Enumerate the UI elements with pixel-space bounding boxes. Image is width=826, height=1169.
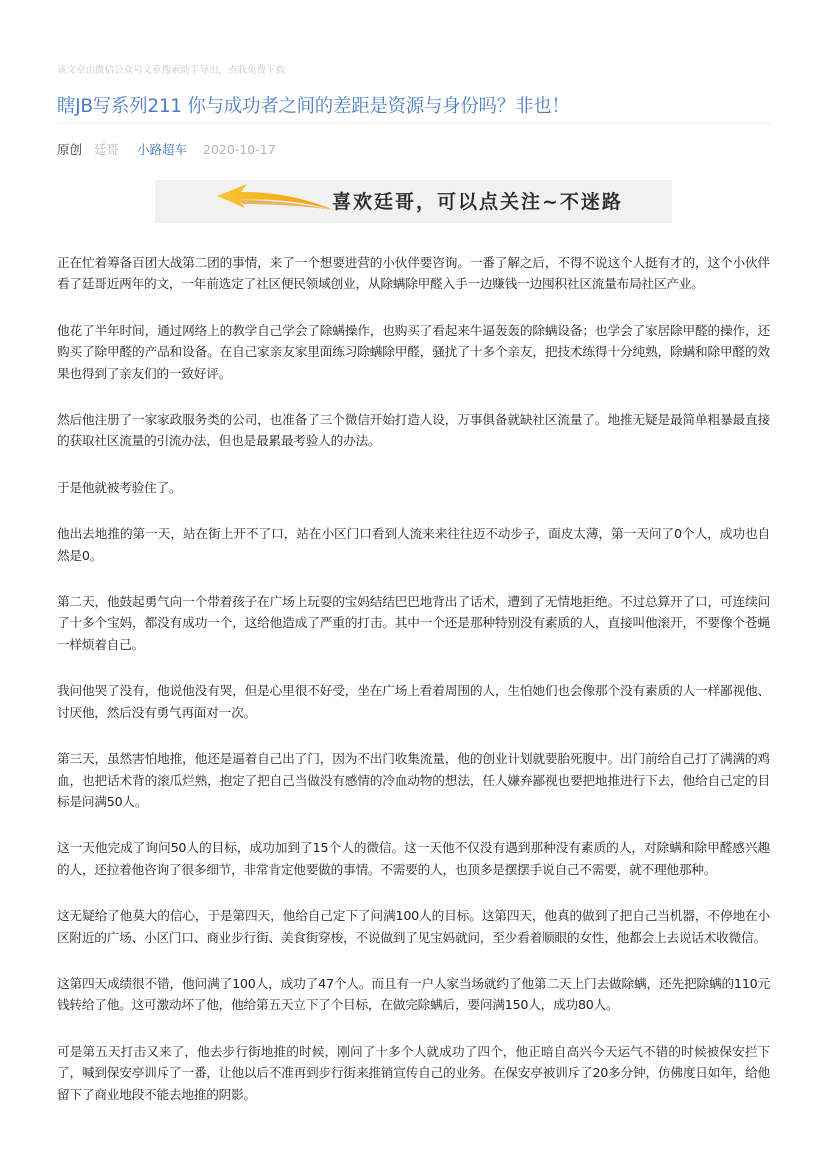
body-paragraph: 他出去地推的第一天，站在街上开不了口，站在小区门口看到人流来来往往迈不动步子，面皮太薄，第一天问了0个人，成功也自然是0。 (57, 526, 770, 563)
body-paragraph: 正在忙着筹备百团大战第二团的事情，来了一个想要进营的小伙伴要咨询。一番了解之后，不得不说这个人挺有才的，这个小伙伴看了廷哥近两年的文，一年前选定了社区便民领域创业，从除螨除甲醛入手一边赚钱一边囤积社区流量布局社区产业。 (57, 255, 770, 292)
publish-date: 2020-10-17 (203, 142, 276, 157)
article-title: 瞎JB写系列211 你与成功者之间的差距是资源与身份吗？非也！ (57, 96, 570, 117)
export-notice-link[interactable]: 该文章由微信公众号文章搜索助手导出，点我免费下载 (57, 65, 286, 76)
body-paragraph: 第二天，他鼓起勇气向一个带着孩子在广场上玩耍的宝妈结结巴巴地背出了话术，遭到了无情地拒绝。不过总算开了口，可连续问了十多个宝妈，都没有成功一个，这给他造成了严重的打击。其中一个还是那种特别没有素质的人，直接叫他滚开，不要像个苍蝇一样烦着自己。 (57, 594, 770, 652)
body-paragraph: 我问他哭了没有，他说他没有哭，但是心里很不好受，坐在广场上看着周围的人，生怕她们也会像那个没有素质的人一样鄙视他、讨厌他，然后没有勇气再面对一次。 (57, 683, 770, 720)
body-paragraph: 这无疑给了他莫大的信心，于是第四天，他给自己定下了问满100人的目标。这第四天，他真的做到了把自己当机器，不停地在小区附近的广场、小区门口、商业步行街、美食街穿梭，不说做到了见宝妈就问，至少看着顺眼的女性，他都会上去说话术收微信。 (57, 908, 770, 945)
body-paragraph: 于是他就被考验住了。 (57, 479, 182, 495)
author-name: 廷哥 (94, 142, 120, 157)
account-link[interactable]: 小路超车 (137, 142, 188, 157)
body-paragraph: 可是第五天打击又来了，他去步行街地推的时候，刚问了十多个人就成功了四个，他正暗自高兴今天运气不错的时候被保安拦下了，喊到保安亭训斥了一番，让他以后不准再到步行街来推销宣传自己的业务。在保安亭被训斥了20多分钟，仿佛度日如年，给他留下了商业地段不能去地推的阴影。 (57, 1043, 770, 1102)
article-body (57, 252, 770, 1130)
body-paragraph: 然后他注册了一家家政服务类的公司，也准备了三个微信开始打造人设，万事俱备就缺社区流量了。地推无疑是最简单粗暴最直接的获取社区流量的引流办法，但也是最累最考验人的办法。 (57, 412, 770, 449)
body-paragraph: 他花了半年时间，通过网络上的教学自己学会了除螨操作，也购买了看起来牛逼轰轰的除螨设备；也学会了家居除甲醛的操作，还购买了除甲醛的产品和设备。在自己家亲友家里面练习除螨除甲醛，骚扰了十多个亲友，把技术练得十分纯熟，除螨和除甲醛的效果也得到了亲友们的一致好评。 (57, 322, 770, 381)
body-paragraph: 第三天，虽然害怕地推，他还是逼着自己出了门，因为不出门收集流量，他的创业计划就要胎死腹中。出门前给自己打了满满的鸡血，也把话术背的滚瓜烂熟，抱定了把自己当做没有感情的冷血动物的想法，任人嫌弃鄙视也要把地推进行下去，他给自己定的目标是问满50人。 (57, 751, 770, 809)
original-label: 原创 (57, 142, 83, 157)
body-paragraph: 这第四天成绩很不错，他问满了100人，成功了47个人。而且有一户人家当场就约了他第二天上门去做除螨，还先把除螨的110元钱转给了他。这可激动坏了他，他给第五天立下了个目标，在做完除螨后，要问满150人，成功80人。 (57, 975, 770, 1013)
banner-text: 喜欢廷哥，可以点关注~不迷路 (332, 191, 623, 213)
title-divider (57, 123, 770, 124)
body-paragraph: 这一天他完成了询问50人的目标，成功加到了15个人的微信。这一天他不仅没有遇到那种没有素质的人，对除螨和除甲醛感兴趣的人，还拉着他咨询了很多细节，非常肯定他要做的事情。不需要的人，也顶多是摆摆手说自己不需要，就不理他那种。 (57, 840, 770, 877)
follow-banner-image (155, 180, 672, 223)
article-meta (57, 140, 284, 158)
